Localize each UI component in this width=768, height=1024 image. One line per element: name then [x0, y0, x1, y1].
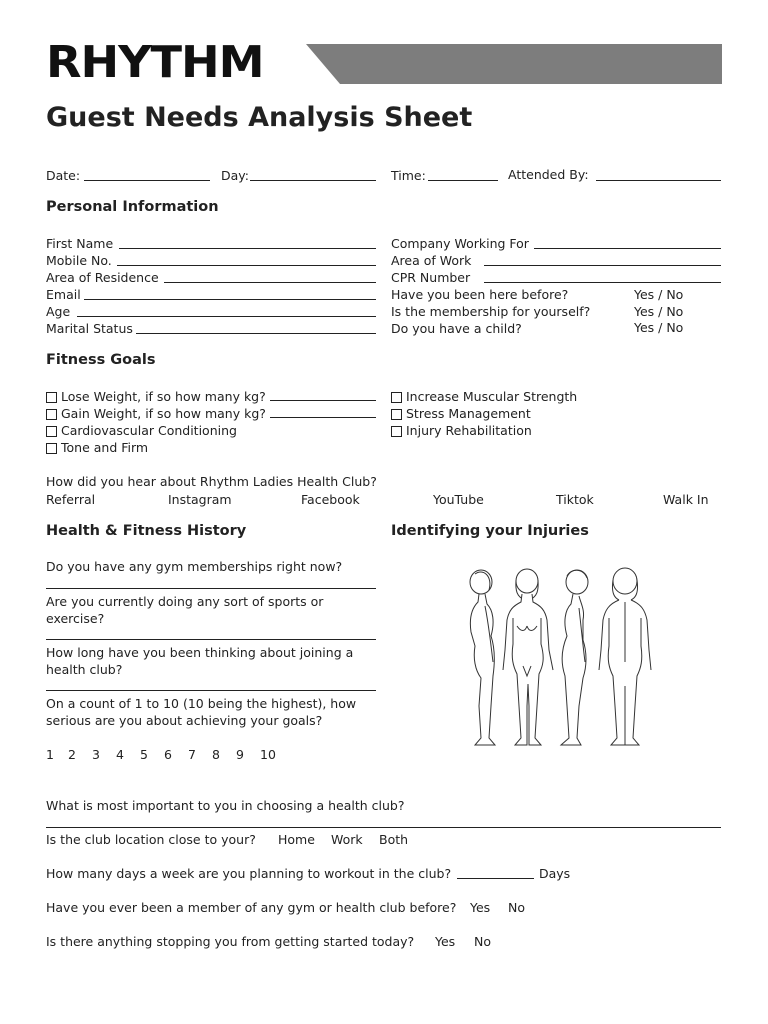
attended-by-label: Attended By:: [508, 167, 589, 182]
hear-option-facebook[interactable]: Facebook: [301, 492, 360, 507]
first-name-label: First Name: [46, 236, 114, 251]
scale-4[interactable]: 4: [116, 747, 124, 762]
stopping-yes[interactable]: Yes: [435, 934, 456, 949]
strength-checkbox[interactable]: [391, 392, 402, 403]
body-outline-icon[interactable]: [455, 566, 660, 751]
mobile-field[interactable]: [117, 265, 376, 266]
serious-question-line1: On a count of 1 to 10 (10 being the highest), how: [46, 696, 357, 711]
scale-5[interactable]: 5: [140, 747, 148, 762]
hear-option-tiktok[interactable]: Tiktok: [556, 492, 594, 507]
email-field[interactable]: [84, 299, 376, 300]
sports-question-line1: Are you currently doing any sort of sports or: [46, 594, 324, 609]
hear-option-youtube[interactable]: YouTube: [433, 492, 484, 507]
area-of-work-field[interactable]: [484, 265, 721, 266]
lose-weight-field[interactable]: [270, 400, 376, 401]
gym-membership-question: Do you have any gym memberships right now?: [46, 559, 343, 574]
age-field[interactable]: [77, 316, 376, 317]
residence-field[interactable]: [164, 282, 376, 283]
day-label: Day:: [221, 168, 249, 183]
first-name-field[interactable]: [119, 248, 376, 249]
scale-3[interactable]: 3: [92, 747, 100, 762]
gain-weight-label: Gain Weight, if so how many kg?: [61, 406, 266, 421]
child-question: Do you have a child?: [391, 321, 522, 336]
gain-weight-checkbox[interactable]: [46, 409, 57, 420]
scale-7[interactable]: 7: [188, 747, 196, 762]
tone-label: Tone and Firm: [61, 440, 149, 455]
cardio-label: Cardiovascular Conditioning: [61, 423, 237, 438]
days-question: How many days a week are you planning to workout in the club?: [46, 866, 452, 881]
age-label: Age: [46, 304, 71, 319]
history-heading: Health & Fitness History: [46, 523, 247, 539]
marital-status-field[interactable]: [136, 333, 376, 334]
date-field[interactable]: [84, 180, 210, 181]
body-front-figure: [503, 569, 553, 745]
injury-rehab-label: Injury Rehabilitation: [406, 423, 532, 438]
location-option-home[interactable]: Home: [278, 832, 315, 847]
joining-question-line2: health club?: [46, 662, 123, 677]
stress-label: Stress Management: [406, 406, 531, 421]
stopping-question: Is there anything stopping you from getting started today?: [46, 934, 415, 949]
scale-9[interactable]: 9: [236, 747, 244, 762]
sports-question-line2: exercise?: [46, 611, 105, 626]
location-question: Is the club location close to your?: [46, 832, 256, 847]
member-no[interactable]: No: [508, 900, 525, 915]
scale-10[interactable]: 10: [260, 747, 276, 762]
important-question: What is most important to you in choosing a health club?: [46, 798, 405, 813]
gym-membership-field[interactable]: [46, 588, 376, 589]
area-of-work-label: Area of Work: [391, 253, 472, 268]
scale-2[interactable]: 2: [68, 747, 76, 762]
attended-by-field[interactable]: [596, 180, 721, 181]
cpr-field[interactable]: [484, 282, 721, 283]
strength-label: Increase Muscular Strength: [406, 389, 578, 404]
member-yes[interactable]: Yes: [470, 900, 491, 915]
body-side-right-figure: [561, 570, 588, 745]
email-label: Email: [46, 287, 81, 302]
time-field[interactable]: [428, 180, 498, 181]
goals-heading: Fitness Goals: [46, 352, 156, 368]
injuries-heading: Identifying your Injuries: [391, 523, 589, 539]
cardio-checkbox[interactable]: [46, 426, 57, 437]
membership-self-question: Is the membership for yourself?: [391, 304, 591, 319]
time-label: Time:: [391, 168, 426, 183]
days-unit: Days: [539, 866, 571, 881]
joining-question-line1: How long have you been thinking about joining a: [46, 645, 354, 660]
membership-self-answer[interactable]: Yes / No: [634, 304, 684, 319]
hear-question: How did you hear about Rhythm Ladies Health Club?: [46, 474, 377, 489]
header-banner: [306, 44, 722, 84]
stress-checkbox[interactable]: [391, 409, 402, 420]
page-title: Guest Needs Analysis Sheet: [46, 102, 473, 133]
body-side-left-figure: [470, 570, 495, 745]
member-question: Have you ever been a member of any gym or health club before?: [46, 900, 457, 915]
body-back-figure: [599, 568, 651, 745]
company-label: Company Working For: [391, 236, 529, 251]
gain-weight-field[interactable]: [270, 417, 376, 418]
injury-rehab-checkbox[interactable]: [391, 426, 402, 437]
logo: RHYTHM: [46, 37, 264, 88]
personal-heading: Personal Information: [46, 199, 219, 215]
location-option-work[interactable]: Work: [331, 832, 363, 847]
days-field[interactable]: [457, 878, 534, 879]
date-label: Date:: [46, 168, 81, 183]
been-here-question: Have you been here before?: [391, 287, 569, 302]
location-option-both[interactable]: Both: [379, 832, 409, 847]
lose-weight-checkbox[interactable]: [46, 392, 57, 403]
lose-weight-label: Lose Weight, if so how many kg?: [61, 389, 266, 404]
serious-question-line2: serious are you about achieving your goals?: [46, 713, 323, 728]
been-here-answer[interactable]: Yes / No: [634, 287, 684, 302]
company-field[interactable]: [534, 248, 721, 249]
joining-field[interactable]: [46, 690, 376, 691]
hear-option-referral[interactable]: Referral: [46, 492, 96, 507]
tone-checkbox[interactable]: [46, 443, 57, 454]
hear-option-walk-in[interactable]: Walk In: [663, 492, 709, 507]
marital-status-label: Marital Status: [46, 321, 133, 336]
sports-field[interactable]: [46, 639, 376, 640]
scale-8[interactable]: 8: [212, 747, 220, 762]
scale-1[interactable]: 1: [46, 747, 54, 762]
mobile-label: Mobile No.: [46, 253, 112, 268]
scale-6[interactable]: 6: [164, 747, 172, 762]
child-answer[interactable]: Yes / No: [634, 320, 684, 335]
stopping-no[interactable]: No: [474, 934, 491, 949]
hear-option-instagram[interactable]: Instagram: [168, 492, 232, 507]
day-field[interactable]: [250, 180, 376, 181]
residence-label: Area of Residence: [46, 270, 159, 285]
important-field[interactable]: [46, 827, 721, 828]
cpr-label: CPR Number: [391, 270, 471, 285]
